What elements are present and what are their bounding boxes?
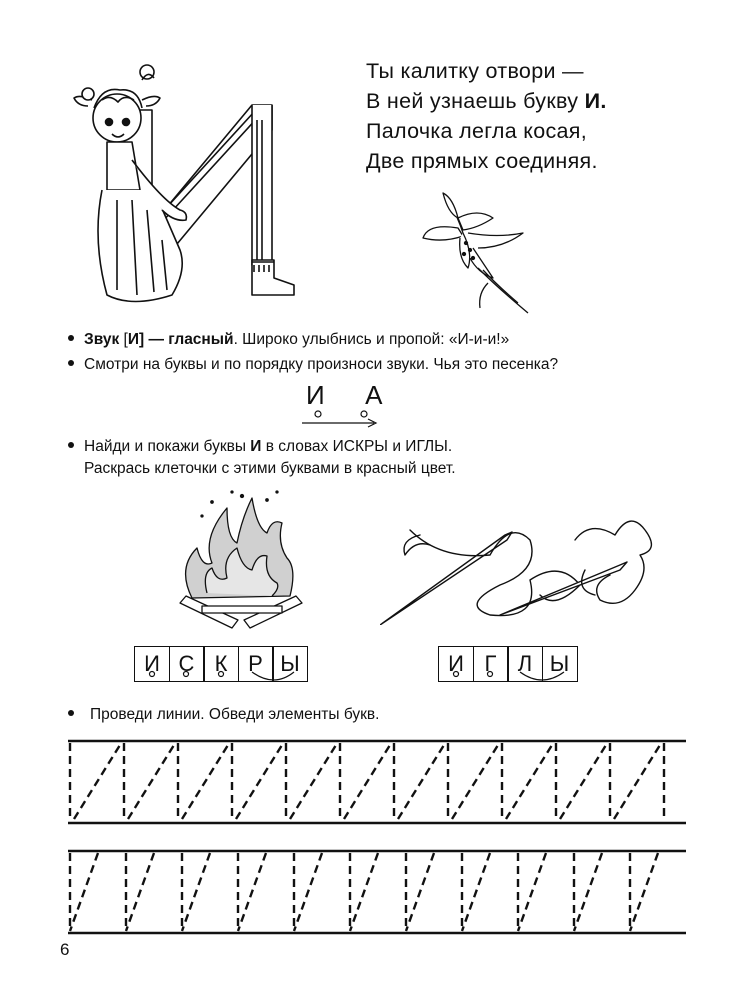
song-letter-a: А xyxy=(365,380,385,410)
bullet-dot xyxy=(68,710,74,716)
song-arrow xyxy=(300,408,380,428)
trace-diagonal-stroke[interactable] xyxy=(182,745,228,819)
trace-diagonal-stroke[interactable] xyxy=(290,745,336,819)
poem-line-1: Ты калитку отвори — xyxy=(366,59,584,83)
trace-diagonal-stroke[interactable] xyxy=(506,745,552,819)
word-cell-letter: И xyxy=(144,651,160,676)
find-instruction-text: Найди и покажи буквы xyxy=(84,438,251,455)
trace-diagonal-stroke[interactable] xyxy=(406,853,434,931)
igly-sound-marks xyxy=(438,668,588,690)
trace-instruction: Проведи линии. Обведи элементы букв. xyxy=(90,706,380,723)
poem-line-2-period: . xyxy=(600,89,607,113)
poem-line-4: Две прямых соединяя. xyxy=(366,149,598,173)
word-cell-letter: С xyxy=(178,651,195,676)
bullet-dot xyxy=(68,442,74,448)
trace-diagonal-stroke[interactable] xyxy=(128,745,174,819)
letter-i-girl-illustration xyxy=(62,50,312,312)
poem-line-2-text: В ней узнаешь букву xyxy=(366,89,585,113)
page-number: 6 xyxy=(60,940,70,959)
poem-line-3: Палочка легла косая, xyxy=(366,119,587,143)
trace-diagonal-stroke[interactable] xyxy=(238,853,266,931)
campfire-illustration xyxy=(172,488,312,633)
needles-thread-illustration xyxy=(380,510,670,625)
word-cell-letter: Г xyxy=(484,651,497,676)
iris-flower-illustration xyxy=(418,188,533,316)
trace-diagonal-stroke[interactable] xyxy=(574,853,602,931)
word-cell-letter: Ы xyxy=(549,651,570,676)
trace-diagonal-stroke[interactable] xyxy=(294,853,322,931)
sound-label: Звук xyxy=(84,331,120,348)
find-letter-i: И xyxy=(250,438,262,455)
find-instruction-words: в словах ИСКРЫ и ИГЛЫ. xyxy=(261,438,453,455)
trace-diagonal-stroke[interactable] xyxy=(126,853,154,931)
iskry-sound-marks xyxy=(134,668,314,690)
poem-line-2 xyxy=(366,86,607,116)
trace-diagonal-stroke[interactable] xyxy=(630,853,658,931)
word-cell-letter: И xyxy=(448,651,464,676)
trace-diagonal-stroke[interactable] xyxy=(182,853,210,931)
bullet-find-letters xyxy=(68,438,452,456)
trace-diagonal-stroke[interactable] xyxy=(236,745,282,819)
song-letter-i: И xyxy=(306,380,327,410)
bullet-sound-i xyxy=(68,331,509,349)
trace-diagonal-stroke[interactable] xyxy=(452,745,498,819)
tracing-row-1[interactable] xyxy=(62,737,692,827)
trace-diagonal-stroke[interactable] xyxy=(344,745,390,819)
sound-vowel-label: ] — гласный xyxy=(139,331,234,348)
tracing-row-2[interactable] xyxy=(62,847,692,937)
bullet-dot xyxy=(68,335,74,341)
poem-letter-i: И xyxy=(584,89,601,113)
word-cell-letter: Л xyxy=(517,651,533,676)
trace-diagonal-stroke[interactable] xyxy=(70,853,98,931)
song-letters xyxy=(306,380,385,411)
word-cell-letter: Ы xyxy=(280,651,300,676)
trace-diagonal-stroke[interactable] xyxy=(518,853,546,931)
trace-diagonal-stroke[interactable] xyxy=(74,745,120,819)
trace-diagonal-stroke[interactable] xyxy=(398,745,444,819)
bullet-song xyxy=(68,356,558,374)
sound-letter: И xyxy=(127,331,139,348)
trace-diagonal-stroke[interactable] xyxy=(560,745,606,819)
coloring-instruction: Раскрась клеточки с этими буквами в красный цвет. xyxy=(84,460,456,477)
sound-instruction: . Широко улыбнись и пропой: «И-и-и!» xyxy=(233,331,510,348)
sound-bracket: [ xyxy=(119,331,128,348)
trace-diagonal-stroke[interactable] xyxy=(462,853,490,931)
song-instruction: Смотри на буквы и по порядку произноси звуки. Чья это песенка? xyxy=(84,356,559,373)
trace-diagonal-stroke[interactable] xyxy=(614,745,660,819)
bullet-trace-lines xyxy=(68,706,379,724)
bullet-dot xyxy=(68,360,74,366)
poem xyxy=(366,56,607,176)
trace-diagonal-stroke[interactable] xyxy=(350,853,378,931)
word-cell-letter: К xyxy=(214,651,228,676)
word-cell-letter: Р xyxy=(248,651,263,676)
